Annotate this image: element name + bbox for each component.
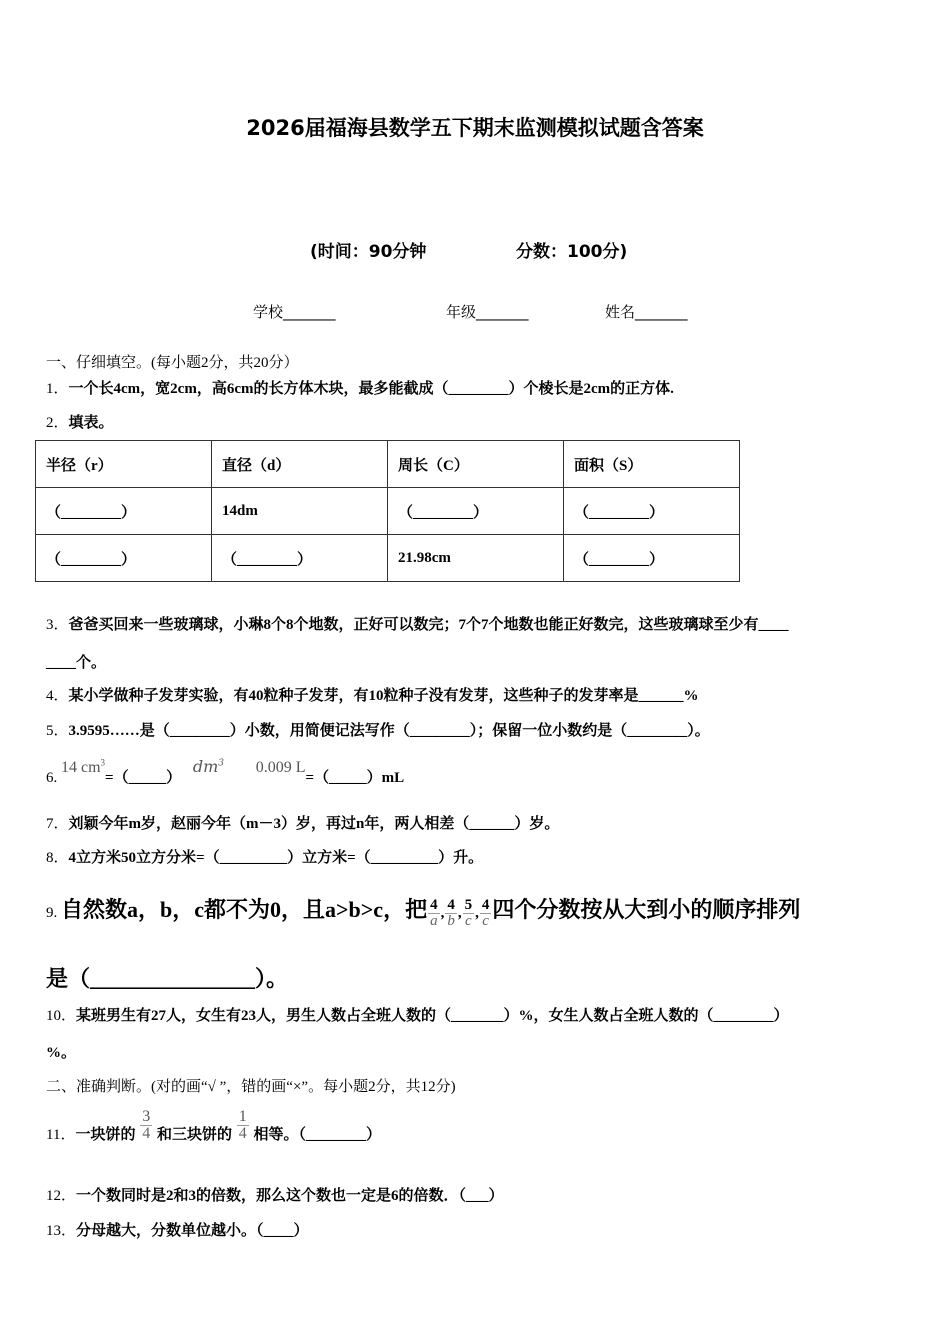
question-13 [46,1219,309,1240]
question-5 [46,719,710,740]
question-8 [46,846,483,867]
question-text: 一块饼的 [75,1127,136,1143]
question-9-answer[interactable]: 是（_______________）。 [46,966,289,991]
name-field[interactable] [605,301,688,322]
header-area: 面积（S） [564,441,740,488]
question-2 [46,411,114,432]
question-text: 一个长4cm，宽2cm，高6cm的长方体木块，最多能截成（________）个棱长是2cm的正方体. [68,381,674,397]
question-text-b: 四个分数按从大到小的顺序排列 [492,897,801,922]
grade-label: 年级 [446,303,477,321]
question-number: 4． [46,688,69,704]
question-11 [46,1100,381,1150]
question-text: 某班男生有27人，女生有23人，男生人数占全班人数的（_______）%，女生人数占全班人数的（________） [76,1008,789,1024]
name-label: 姓名 [605,303,636,321]
blank-1[interactable]: =（_____） [105,770,182,786]
question-3-cont: ____个。 [46,655,107,671]
section1-heading: 一、仔细填空。(每小题2分，共20分） [46,355,299,371]
section2-heading: 二、准确判断。(对的画“√ ”，错的画“×”。每小题2分，共12分) [46,1079,456,1095]
question-text: 自然数a，b，c都不为0，且a>b>c，把 [61,897,428,922]
question-number: 8． [46,850,69,866]
question-text: 3.9595……是（________）小数，用简便记法写作（________）；保留一位小数约是（________）。 [68,723,710,739]
table-cell[interactable]: （________） [564,535,740,582]
question-number: 13． [46,1223,77,1239]
volume-c: 0.009 L [255,759,306,776]
question-text: 一个数同时是2和3的倍数，那么这个数也一定是6的倍数．（___） [76,1188,504,1204]
fraction-3-4: $\frac{3}{4}$ [142,1108,151,1143]
question-number: 10． [46,1008,77,1024]
exam-score: 分数：100分) [516,242,628,262]
question-number: 9. [46,905,58,921]
question-text: 爸爸买回来一些玻璃球，小琳8个8个地数，正好可以数完；7个7个地数也能正好数完，这些玻璃球至少有____ [68,617,789,633]
header-diameter: 直径（d） [212,441,388,488]
question-text: 分母越大，分数单位越小。（____） [76,1223,309,1239]
fraction-4-a: $\frac{4}{a}$ [430,897,438,930]
question-9: 9. 自然数a，b，c都不为0，且a>b>c，把 $\frac{4}{a}$ , $\frac{4}{b}$ , $\frac{5}{c}$ , $\frac{4}{c}$ 四个分数按从大到小的顺序排列 [46,897,801,930]
question-number: 3． [46,617,69,633]
blank-2[interactable]: =（_____）mL [305,770,405,786]
table-header-row [36,441,740,488]
question-number: 5． [46,723,69,739]
table-cell[interactable]: （________） [36,488,212,535]
question-1 [46,377,674,398]
unit-dm3: $dm^3$ [192,757,225,776]
question-text-b: 和三块饼的 [156,1127,232,1143]
table-cell[interactable]: （________） [388,488,564,535]
table-cell: 14dm [212,488,388,535]
question-number: 11． [46,1127,76,1143]
question-number: 6. [46,770,58,786]
page-title: 2026届福海县数学五下期末监测模拟试题含答案 [246,116,704,140]
grade-field[interactable] [446,301,529,322]
question-6 [46,756,405,786]
question-text: 4立方米50立方分米=（_________）立方米=（_________）升。 [68,850,484,866]
grade-blank[interactable]: _______ [476,303,529,321]
question-number: 2． [46,415,69,431]
fraction-4-c: $\frac{4}{c}$ [481,897,490,930]
question-text: 刘颖今年m岁，赵丽今年（m－3）岁，再过n年，两人相差（______）岁。 [68,816,560,832]
table-cell[interactable]: （________） [36,535,212,582]
question-12 [46,1184,504,1205]
header-radius: 半径（r） [36,441,212,488]
question-number: 1． [46,381,69,397]
table-cell: 21.98cm [388,535,564,582]
question-10-cont: %。 [46,1045,77,1061]
school-field[interactable] [253,301,336,322]
fraction-4-b: $\frac{4}{b}$ [447,897,455,930]
question-10 [46,1004,789,1025]
question-text: 填表。 [68,415,114,431]
question-number: 7． [46,816,69,832]
header-circumference: 周长（C） [388,441,564,488]
table-cell[interactable]: （________） [564,488,740,535]
question-3 [46,613,789,634]
question-4 [46,684,699,705]
question-text-c: 相等。（________） [253,1127,381,1143]
name-blank[interactable]: _______ [635,303,688,321]
fraction-5-c: $\frac{5}{c}$ [464,897,473,930]
school-label: 学校 [253,303,284,321]
volume-a: 14 $cm^3$ [61,757,106,776]
question-text: 某小学做种子发芽实验，有40粒种子发芽，有10粒种子没有发芽，这些种子的发芽率是______% [68,688,699,704]
fraction-1-4: $\frac{1}{4}$ [238,1108,247,1143]
question-number: 12． [46,1188,77,1204]
question-7 [46,812,559,833]
school-blank[interactable]: _______ [283,303,336,321]
exam-time: (时间：90分钟 [310,242,427,262]
table-row [36,488,740,535]
table-row [36,535,740,582]
table-cell[interactable]: （________） [212,535,388,582]
circle-table [35,440,740,582]
